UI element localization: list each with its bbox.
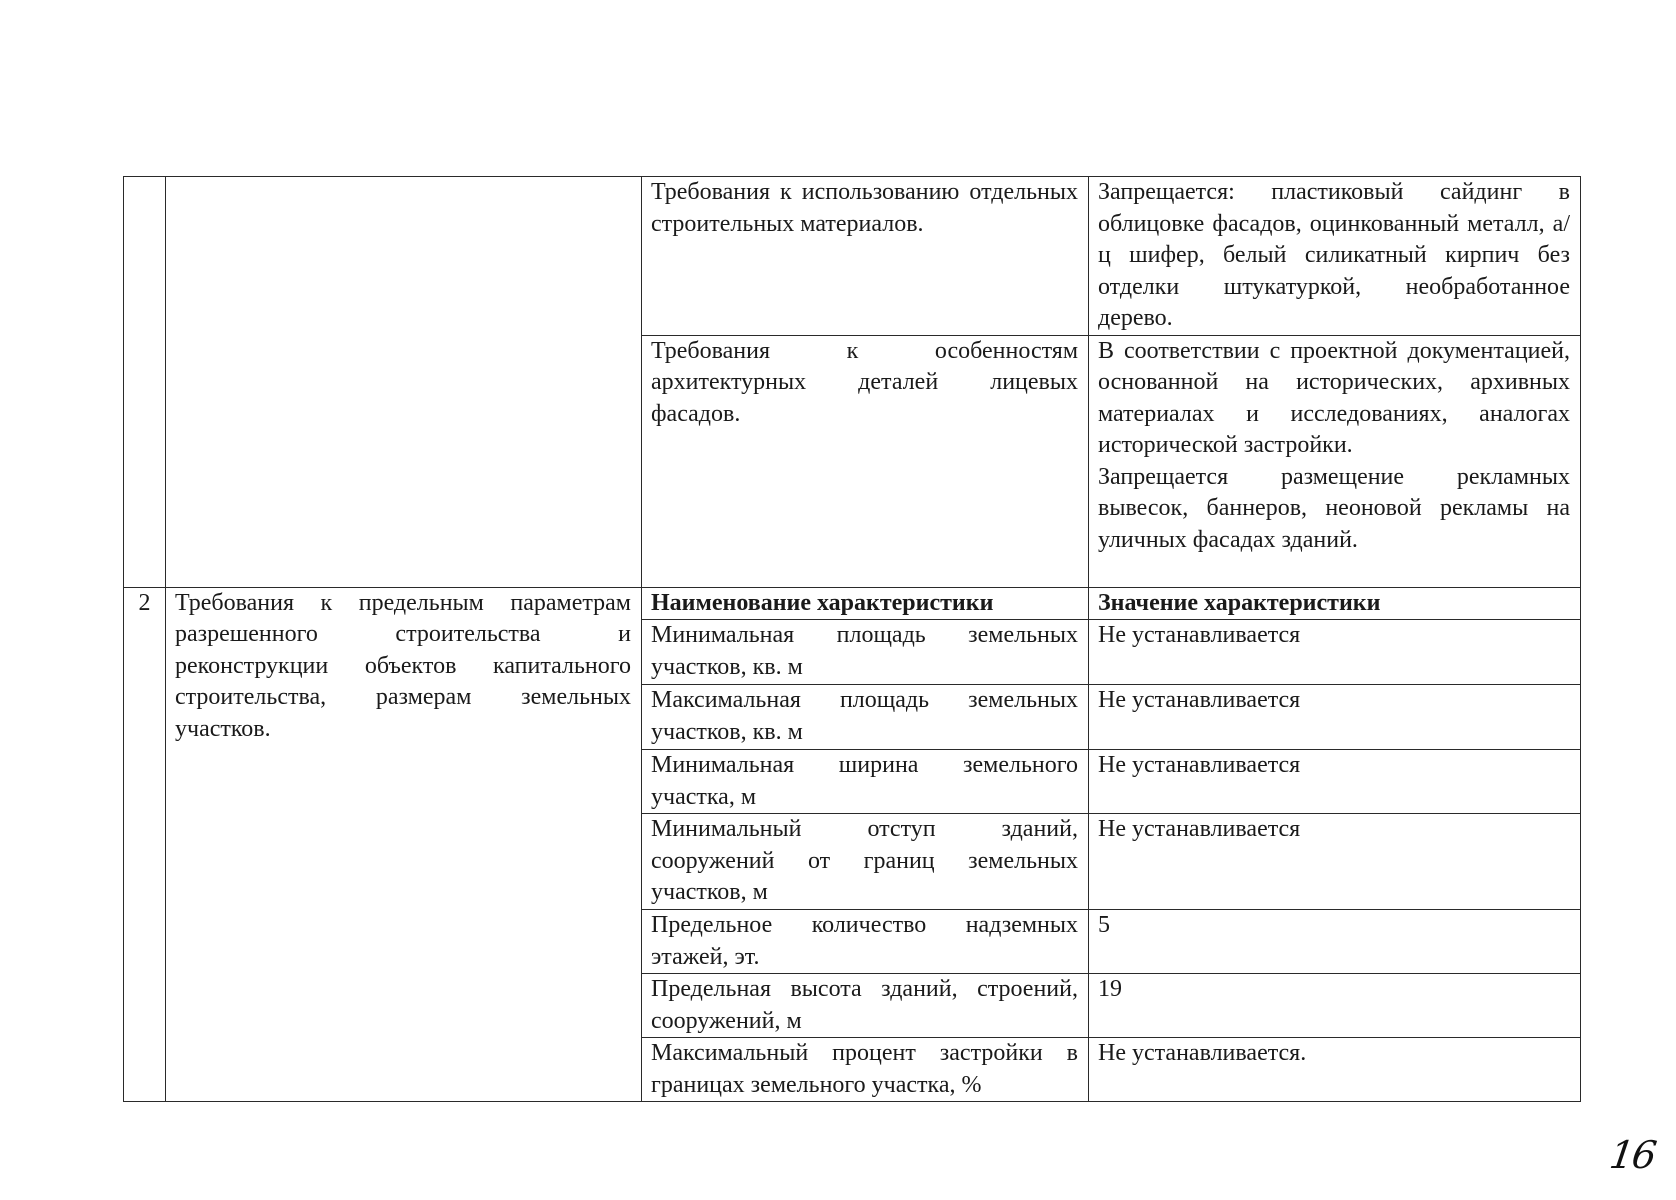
characteristic-name-cell: Минимальная ширина земельного участка, м (642, 750, 1089, 814)
section-title-cell: Требования к предельным параметрам разрешенного строительства и реконструкции объектов капитального строительства, размерам земельных участков. (166, 587, 642, 1102)
characteristic-value-cell (1089, 335, 1581, 587)
table-row (124, 177, 1581, 336)
characteristic-name-cell: Максимальная площадь земельных участков, кв. м (642, 685, 1089, 750)
characteristic-value-cell: Не устанавливается (1089, 685, 1581, 750)
characteristic-name-cell: Минимальный отступ зданий, сооружений от границ земельных участков, м (642, 814, 1089, 910)
table-row (124, 587, 1581, 620)
characteristic-value-cell: Не устанавливается. (1089, 1038, 1581, 1102)
characteristic-name-cell: Минимальная площадь земельных участков, кв. м (642, 620, 1089, 685)
value-paragraph: В соответствии с проектной документацией, основанной на исторических, архивных материалах и исследованиях, аналогах исторической застройки. (1098, 337, 1570, 458)
row-number-cell (124, 177, 166, 588)
characteristic-name-cell: Максимальный процент застройки в границах земельного участка, % (642, 1038, 1089, 1102)
characteristic-value-cell: Не устанавливается (1089, 620, 1581, 685)
characteristic-value-cell: 5 (1089, 910, 1581, 974)
characteristic-name-cell: Предельная высота зданий, строений, сооружений, м (642, 974, 1089, 1038)
characteristic-name-cell: Требования к особенностям архитектурных деталей лицевых фасадов. (642, 335, 1089, 587)
characteristic-value-cell: Не устанавливается (1089, 814, 1581, 910)
row-number-cell: 2 (124, 587, 166, 1102)
characteristic-name-cell: Требования к использованию отдельных строительных материалов. (642, 177, 1089, 336)
header-name-cell: Наименование характеристики (642, 587, 1089, 620)
header-value-cell: Значение характеристики (1089, 587, 1581, 620)
characteristic-value-cell: 19 (1089, 974, 1581, 1038)
regulations-table (123, 176, 1581, 1102)
page-number: 16 (1606, 1133, 1658, 1177)
characteristic-value-cell: Не устанавливается (1089, 750, 1581, 814)
characteristic-name-cell: Предельное количество надземных этажей, эт. (642, 910, 1089, 974)
value-paragraph: Запрещается размещение рекламных вывесок, баннеров, неоновой рекламы на уличных фасадах зданий. (1098, 463, 1570, 553)
section-title-cell (166, 177, 642, 588)
characteristic-value-cell: Запрещается: пластиковый сайдинг в облицовке фасадов, оцинкованный металл, а/ц шифер, белый силикатный кирпич без отделки штукатуркой, необработанное дерево. (1089, 177, 1581, 336)
